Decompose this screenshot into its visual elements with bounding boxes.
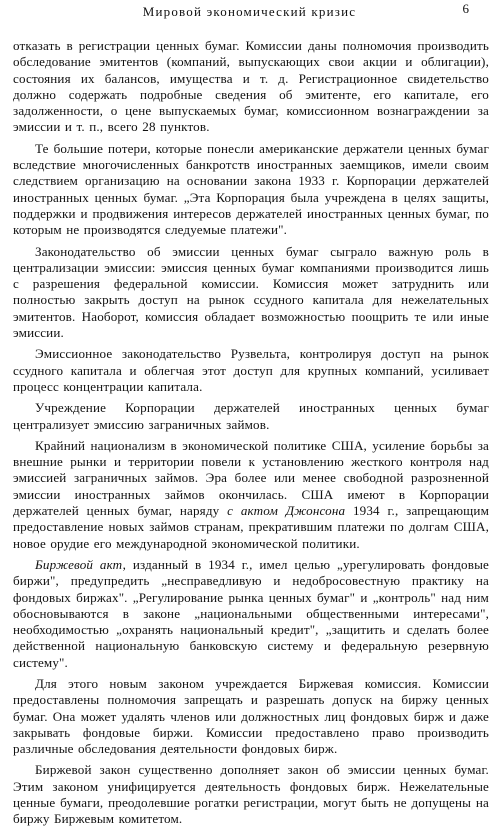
paragraph-1-text: отказать в регистрации ценных бумаг. Комиссии даны полномочия производить обследование эмитентов (компаний, выпускающих свои акции и облигации), состояния их балансов, имущества и т. д. Регистрационное свидетельство должно содержать подробные сведения об эмитенте, его капитале, его задолженности, о цене выпускаемых бумаг, комиссионном вознаграждении за эмиссии и т. п., всего 28 пунктов. [13, 38, 489, 135]
page-header [0, 1, 499, 19]
paragraph-3 [13, 244, 489, 342]
page-number: 6 [462, 1, 469, 16]
paragraph-6 [13, 438, 489, 552]
paragraph-7-after: изданный в 1934 г., имел целью „урегулировать фондовые биржи", предупредить „несправедливую и недобросовестную практику на фондовых биржах". „Регулирование рынка ценных бумаг" и „контроль" над ним обосновываются в законе „национальными общественными интересами", необходимостью „охранять национальный кредит", „защитить и сделать более действенной национальную банковскую систему и федеральную резервную систему". [13, 556, 489, 670]
paragraph-9 [13, 762, 489, 827]
paragraph-5-text: Учреждение Корпорации держателей иностранных ценных бумаг централизует эмиссию заграничных займов. [13, 400, 489, 432]
paragraph-2 [13, 141, 489, 239]
paragraph-8 [13, 676, 489, 757]
paragraph-6-text: Крайний национализм в экономической политике США, усиление борьбы за внешние рынки и территории повели к установлению жесткого контроля над эмиссией заграничных займов. Эра более или менее свободной разрозненной эмиссии иностранных займов окончилась. США имеют в Корпорации держателей ценных бумаг, наряду [13, 437, 489, 519]
paragraph-4-text: Эмиссионное законодательство Рузвельта, контролируя доступ на рынок ссудного капитала и облегчая этот доступ для крупных компаний, усиливает процесс концентрации капитала. [13, 346, 489, 394]
paragraph-2-text: Те большие потери, которые понесли американские держатели ценных бумаг вследствие многочисленных банкротств иностранных заемщиков, имели своим следствием организацию на основании закона 1933 г. Корпорации держателей иностранных ценных бумаг. „Эта Корпорация была учреждена в целях защиты, поддержки и продвижения интересов держателей иностранных ценных бумаг, по которым не производятся следуемые платежи". [13, 140, 489, 238]
paragraph-1 [13, 38, 489, 136]
running-title: Мировой экономический кризис [142, 4, 357, 19]
body-text [13, 38, 489, 833]
paragraph-7 [13, 557, 489, 671]
paragraph-6-emphasis: с актом Джонсона [227, 503, 346, 519]
paragraph-4 [13, 346, 489, 395]
paragraph-3-text: Законодательство об эмиссии ценных бумаг сыграло важную роль в централизации эмиссии: эмиссия ценных бумаг компаниями производится лишь с разрешения федеральной комиссии. Комиссия может затруднить или полностью закрыть доступ на рынок ссудного капитала для нежелательных эмитентов. Наоборот, комиссия обладает возможностью поощрить те или иные эмиссии. [13, 243, 489, 341]
paragraph-9-text: Биржевой закон существенно дополняет закон об эмиссии ценных бумаг. Этим законом унифицируется деятельность фондовых бирж. Нежелательные ценные бумаги, преодолевшие рогатки регистрации, могут быть не допущены на биржу Биржевым комитетом. [13, 762, 489, 827]
paragraph-6-after: 1934 г., запрещающим предоставление новых займов странам, прекратившим платежи по долгам США, новое орудие его международной экономической политики. [13, 503, 490, 551]
paragraph-8-text: Для этого новым законом учреждается Биржевая комиссия. Комиссии предоставлены полномочия запрещать и разрешать допуск на биржу ценных бумаг. Она может удалять членов или должностных лиц фондовых бирж и даже закрывать фондовые биржи. Комиссии предоставлено право производить различные обследования деятельности фондовых бирж. [13, 675, 489, 757]
paragraph-7-emphasis: Биржевой акт, [35, 556, 127, 572]
paragraph-5 [13, 400, 489, 433]
